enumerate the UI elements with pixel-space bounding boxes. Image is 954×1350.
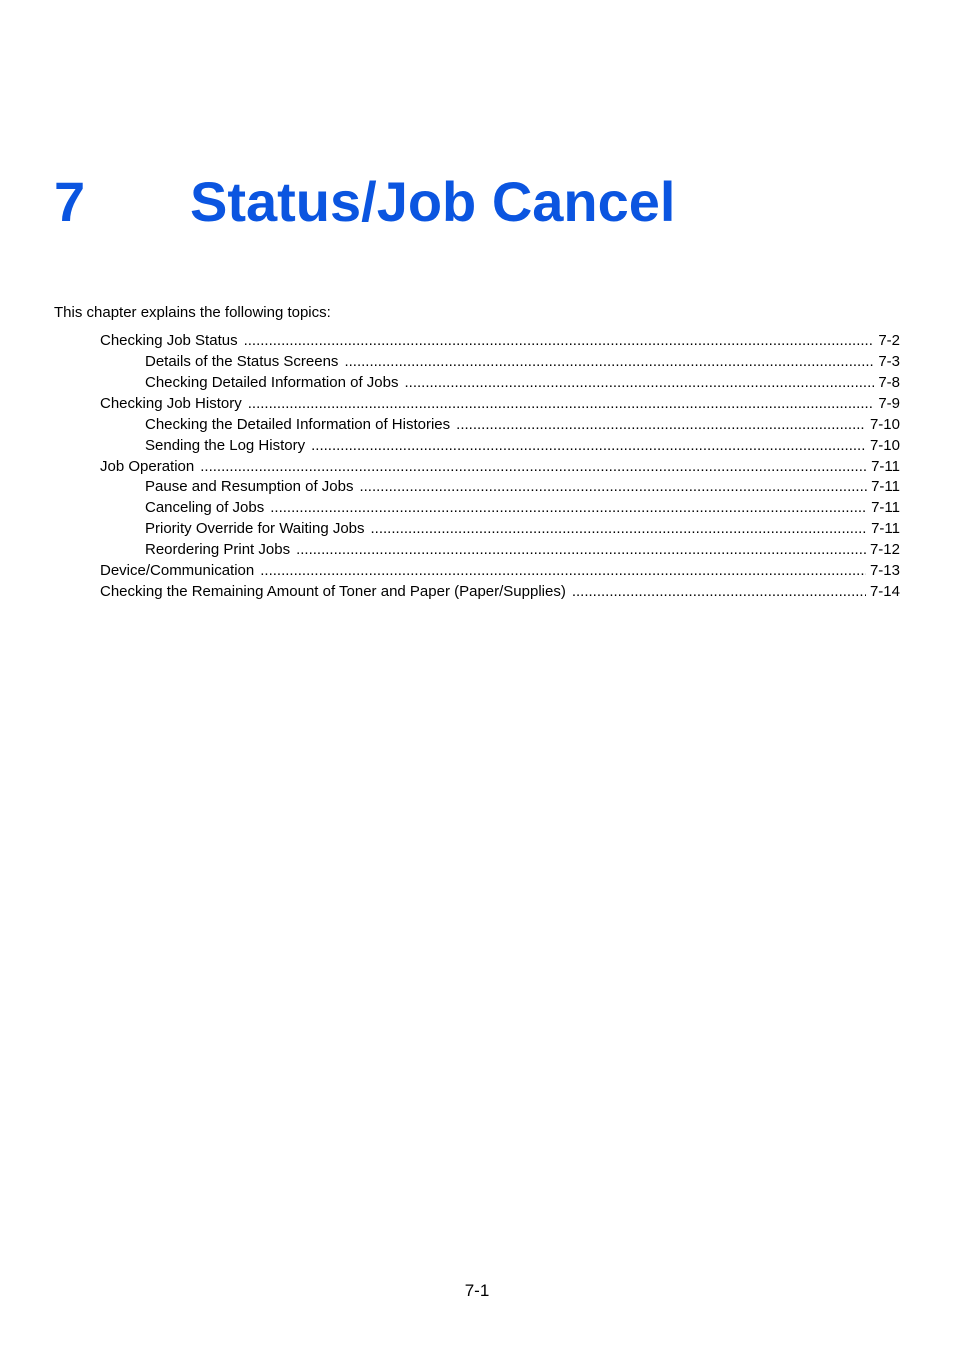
chapter-header bbox=[54, 170, 954, 234]
page-number: 7-1 bbox=[464, 1281, 490, 1300]
toc-dot-leader bbox=[344, 352, 874, 372]
toc-entry[interactable] bbox=[100, 582, 900, 603]
toc-entry[interactable] bbox=[100, 519, 900, 540]
toc-dot-leader bbox=[200, 457, 867, 477]
toc-entry-page: 7-14 bbox=[869, 583, 900, 601]
toc-entry[interactable] bbox=[100, 477, 900, 498]
toc-entry-page: 7-13 bbox=[869, 562, 900, 580]
toc-entry-title: Reordering Print Jobs bbox=[145, 541, 291, 559]
toc-dot-leader bbox=[311, 436, 866, 456]
toc-dot-leader bbox=[371, 519, 868, 539]
toc-entry[interactable] bbox=[100, 540, 900, 561]
toc-entry-title: Details of the Status Screens bbox=[145, 352, 339, 370]
toc-entry-page: 7-12 bbox=[869, 541, 900, 559]
toc-entry[interactable] bbox=[100, 415, 900, 436]
toc-entry-title: Priority Override for Waiting Jobs bbox=[145, 520, 365, 538]
toc-entry-page: 7-10 bbox=[869, 436, 900, 454]
toc-entry-title: Canceling of Jobs bbox=[145, 499, 265, 517]
toc-entry[interactable] bbox=[100, 436, 900, 457]
toc-dot-leader bbox=[359, 477, 867, 497]
toc-entry-title: Checking Job History bbox=[100, 394, 242, 412]
toc-entry-title: Checking the Detailed Information of Histories bbox=[145, 415, 451, 433]
toc-dot-leader bbox=[248, 394, 875, 414]
toc-entry[interactable] bbox=[100, 394, 900, 415]
table-of-contents bbox=[100, 331, 900, 603]
toc-entry-page: 7-11 bbox=[871, 520, 900, 538]
toc-dot-leader bbox=[404, 373, 874, 393]
toc-dot-leader bbox=[270, 498, 867, 518]
toc-dot-leader bbox=[244, 331, 875, 351]
toc-dot-leader bbox=[456, 415, 866, 435]
toc-entry-page: 7-3 bbox=[878, 352, 900, 370]
toc-entry[interactable] bbox=[100, 373, 900, 394]
toc-entry[interactable] bbox=[100, 457, 900, 478]
toc-entry-title: Sending the Log History bbox=[145, 436, 306, 454]
toc-dot-leader bbox=[572, 582, 866, 602]
toc-entry-title: Job Operation bbox=[100, 457, 195, 475]
toc-entry-title: Device/Communication bbox=[100, 562, 255, 580]
toc-entry-title: Checking Detailed Information of Jobs bbox=[145, 373, 399, 391]
chapter-number: 7 bbox=[54, 170, 86, 233]
toc-entry-page: 7-8 bbox=[878, 373, 900, 391]
toc-entry-page: 7-10 bbox=[869, 415, 900, 433]
toc-entry[interactable] bbox=[100, 331, 900, 352]
toc-dot-leader bbox=[260, 561, 866, 581]
toc-entry[interactable] bbox=[100, 498, 900, 519]
toc-entry-page: 7-9 bbox=[878, 394, 900, 412]
chapter-intro: This chapter explains the following topics: bbox=[54, 304, 331, 321]
toc-entry-title: Checking Job Status bbox=[100, 332, 238, 349]
toc-entry-title: Pause and Resumption of Jobs bbox=[145, 478, 354, 496]
toc-entry-page: 7-11 bbox=[871, 478, 900, 496]
toc-entry-page: 7-2 bbox=[878, 332, 900, 349]
toc-dot-leader bbox=[296, 540, 866, 560]
toc-entry[interactable] bbox=[100, 352, 900, 373]
toc-entry[interactable] bbox=[100, 561, 900, 582]
toc-entry-title: Checking the Remaining Amount of Toner and Paper (Paper/Supplies) bbox=[100, 583, 566, 601]
toc-entry-page: 7-11 bbox=[871, 457, 900, 475]
toc-entry-page: 7-11 bbox=[871, 499, 900, 517]
chapter-title: Status/Job Cancel bbox=[190, 170, 676, 233]
